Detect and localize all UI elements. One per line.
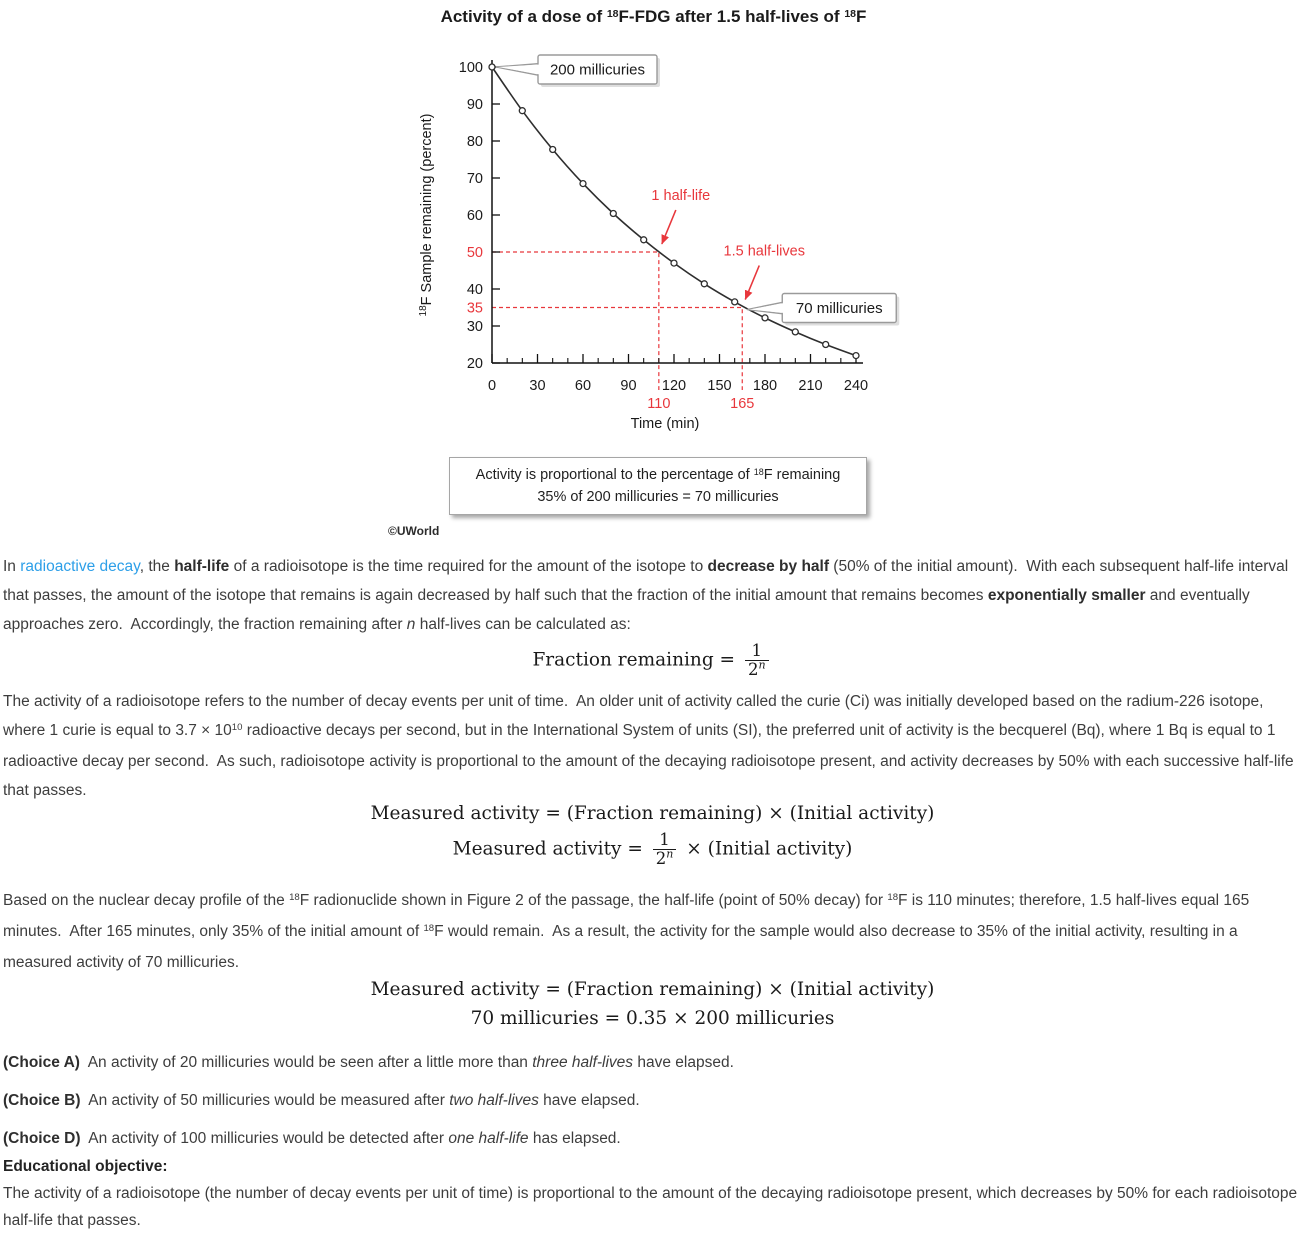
data-point-marker — [580, 181, 586, 187]
text-segment: In — [3, 558, 21, 575]
y-tick-label: 35 — [466, 300, 483, 317]
text-segment: 18 — [423, 923, 435, 935]
formula-measured-activity-3 — [3, 979, 1302, 1002]
text-segment: F-FDG after 1.5 half-lives of — [618, 7, 845, 26]
formula-measured-activity-1 — [3, 803, 1302, 826]
x-tick-label: 0 — [487, 378, 497, 394]
text-segment: F radionuclide shown in Figure 2 of the passage, the half-life (point of 50% decay) for — [299, 891, 888, 909]
text-segment: Activity is proportional to the percentage of — [475, 467, 754, 483]
text-segment: F — [856, 7, 867, 26]
text-segment: , the — [139, 558, 175, 575]
text-segment: Activity of a dose of — [440, 7, 607, 26]
y-tick-label: 60 — [466, 208, 483, 224]
text-segment: exponentially smaller — [987, 587, 1146, 604]
data-point-marker — [701, 281, 707, 287]
annotation-arrow — [662, 210, 676, 244]
text-segment: 18 — [289, 892, 300, 904]
formula-fraction-remaining — [3, 642, 1302, 679]
y-tick-label: 20 — [466, 356, 483, 372]
fraction-denominator: 2$^n$ — [653, 849, 677, 868]
red-x-tick-label: 110 — [647, 396, 671, 412]
educational-objective-text: The activity of a radioisotope (the number of decay events per unit of time) is proportional to the amount of the decaying radioisotope present, which decreases by 50% for each radioisotope half-life that passes. — [3, 1184, 1298, 1229]
fraction-denominator: 2$^n$ — [745, 660, 769, 679]
x-tick-label: 120 — [661, 378, 687, 394]
x-tick-label: 90 — [620, 378, 637, 394]
text-segment: has elapsed. — [528, 1129, 621, 1147]
data-point-marker — [853, 353, 859, 359]
text-segment: and eventually approaches zero. Accordingly, the fraction remaining after — [3, 587, 1250, 633]
data-point-marker — [762, 315, 768, 321]
x-tick-label: 30 — [529, 378, 546, 394]
formula-measured-activity-2 — [3, 831, 1302, 868]
x-tick-label: 240 — [843, 378, 869, 394]
data-point-marker — [641, 237, 647, 243]
text-segment: F would remain. As a result, the activity for the sample would also decrease to 35% of the initial activity, resulting in a measured activity of 70 millicuries. — [3, 922, 1238, 971]
data-point-marker — [671, 260, 677, 266]
callout-label: 70 millicuries — [795, 300, 883, 317]
y-tick-label: 80 — [466, 134, 483, 150]
paragraph-halflife-definition — [3, 552, 1302, 639]
callout-label: 200 millicuries — [549, 61, 646, 79]
text-segment: have elapsed. — [633, 1053, 734, 1071]
paragraph-activity-units — [3, 687, 1302, 805]
x-axis-title: Time (min) — [630, 416, 700, 432]
choice-a-explanation — [3, 1048, 1302, 1077]
text-segment: Based on the nuclear decay profile of the — [3, 891, 290, 909]
y-tick-label: 100 — [458, 60, 483, 76]
text-segment: three half-lives — [532, 1053, 634, 1071]
y-tick-label: 40 — [466, 282, 483, 298]
data-point-marker — [823, 342, 829, 348]
educational-objective-heading: Educational objective: — [3, 1157, 168, 1175]
data-point-marker — [519, 108, 525, 114]
text-segment: 18 — [844, 7, 857, 20]
text-segment: An activity of 20 millicuries would be seen after a little more than — [79, 1053, 533, 1071]
y-tick-label: 90 — [466, 97, 483, 113]
choice-d-explanation — [3, 1124, 1302, 1153]
paragraph-figure2-analysis — [3, 886, 1302, 977]
text-segment: Fraction remaining = — [532, 649, 741, 671]
text-segment: 18 — [887, 892, 899, 904]
x-tick-label: 150 — [707, 378, 732, 394]
y-tick-label: 50 — [466, 245, 483, 261]
x-tick-label: 180 — [752, 378, 778, 394]
annotation-label: 1 half-life — [651, 188, 711, 204]
text-segment: Measured activity = — [452, 838, 649, 860]
text-segment: (Choice D) — [3, 1129, 81, 1147]
figure-note-box — [449, 457, 867, 515]
text-segment: An activity of 50 millicuries would be measured after — [80, 1091, 450, 1109]
note-line-2: 35% of 200 millicuries = 70 millicuries — [537, 489, 779, 505]
text-segment: F is 110 minutes; therefore, 1.5 half-lives equal 165 minutes. After 165 minutes, only 35% of the initial amount of — [3, 891, 1250, 940]
text-segment: have elapsed. — [538, 1091, 640, 1109]
text-segment: The activity of a radioisotope refers to the number of decay events per unit of time. An older unit of activity called the curie (Ci) was initially developed based on the radium-226 isotope, where 1 curie is equal to 3.7 × 10 — [3, 692, 1264, 739]
text-segment: decrease by half — [707, 558, 829, 575]
formula-70-millicuries — [3, 1008, 1302, 1031]
data-point-marker — [792, 329, 798, 335]
text-segment: (Choice A) — [3, 1053, 80, 1071]
text-segment: An activity of 100 millicuries would be detected after — [80, 1129, 449, 1147]
fraction — [653, 831, 677, 868]
choice-b-explanation — [3, 1086, 1302, 1115]
text-segment: 10 — [231, 721, 243, 733]
annotation-label: 1.5 half-lives — [723, 243, 805, 260]
text-segment: F remaining — [763, 467, 841, 483]
text-segment: Measured activity = (Fraction remaining) × (Initial activity) — [370, 802, 935, 824]
fraction-numerator: 1 — [659, 830, 670, 850]
y-tick-label: 30 — [466, 319, 483, 335]
uworld-copyright: ©UWorld — [388, 524, 440, 538]
fraction-numerator: 1 — [751, 641, 762, 660]
y-tick-label: 70 — [466, 171, 483, 187]
radioactive-decay-link[interactable]: radioactive decay — [20, 558, 140, 575]
annotation-arrow — [745, 266, 759, 300]
text-segment: (50% of the initial amount). With each subsequent half-life interval that passes, the amount of the isotope that remains is again decreased by half such that the fraction of the initial amount that remains becomes — [3, 558, 1289, 604]
figure-area — [0, 0, 1307, 545]
text-segment: 18 — [753, 466, 764, 477]
text-segment: two half-lives — [449, 1091, 539, 1109]
text-segment: half-life — [174, 558, 230, 575]
figure-title — [0, 7, 1307, 27]
text-segment: n — [406, 616, 416, 633]
explanation-content — [0, 552, 1307, 1234]
fraction — [745, 642, 769, 679]
text-segment: 18 — [606, 7, 619, 20]
x-tick-label: 60 — [574, 378, 592, 394]
y-axis-title: $^{18}$F Sample remaining (percent) — [418, 113, 435, 317]
decay-line-chart — [380, 40, 907, 452]
data-point-marker — [610, 211, 616, 217]
text-segment: (Choice B) — [3, 1091, 81, 1109]
text-segment: radioactive decays per second, but in the International System of units (SI), the preferred unit of activity is the becquerel (Bq), where 1 Bq is equal to 1 radioactive decay per second. As such, radioisotope activity is proportional to the amount of the decaying radioisotope present, and activity decreases by 50% with each successive half-life that passes. — [3, 721, 1294, 799]
text-segment: half-lives can be calculated as: — [415, 616, 631, 633]
data-point-marker — [489, 64, 495, 70]
x-tick-label: 210 — [798, 378, 823, 394]
text-segment: × (Initial activity) — [680, 838, 853, 860]
data-point-marker — [550, 147, 556, 153]
note-line-1 — [454, 465, 862, 487]
red-guide-line — [492, 252, 659, 390]
data-point-marker — [732, 299, 738, 305]
red-x-tick-label: 165 — [730, 396, 755, 412]
text-segment: 70 millicuries = 0.35 × 200 millicuries — [470, 1008, 835, 1030]
text-segment: of a radioisotope is the time required for the amount of the isotope to — [229, 558, 708, 575]
text-segment: one half-life — [448, 1129, 529, 1147]
text-segment: Measured activity = (Fraction remaining) × (Initial activity) — [370, 978, 935, 1000]
